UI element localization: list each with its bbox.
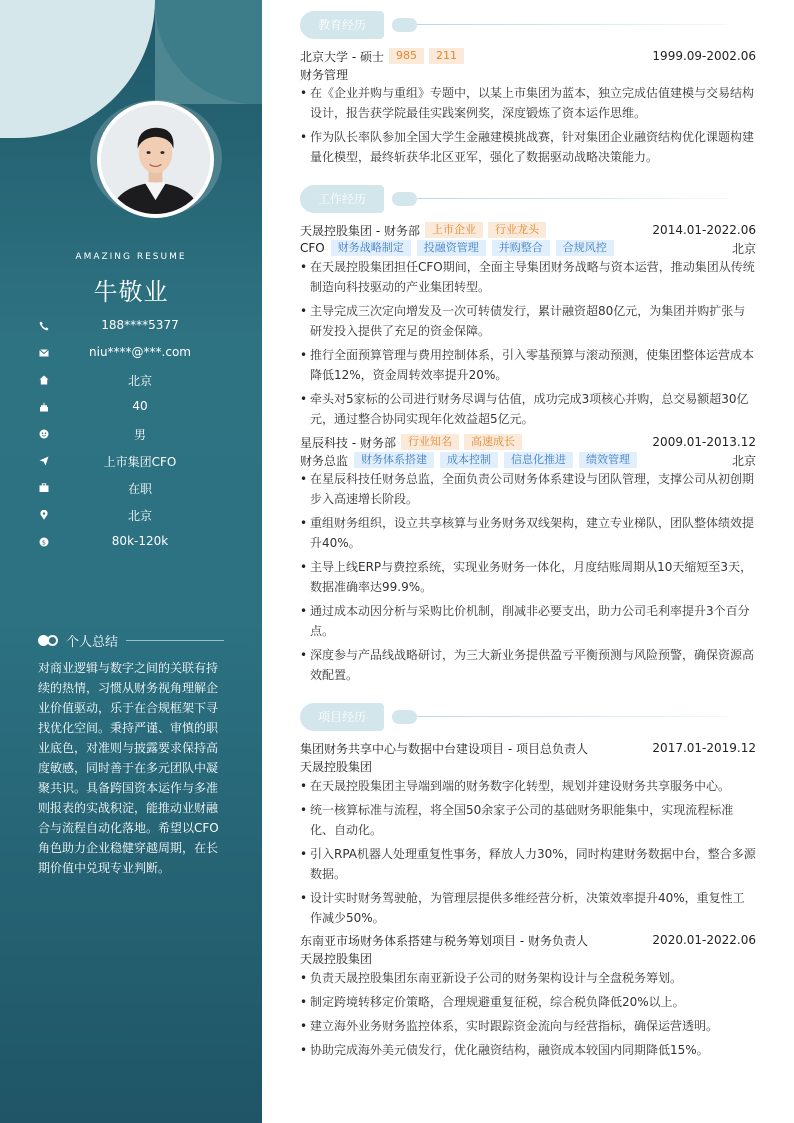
skill-tag: 财务战略制定 [331,240,411,256]
phone-value: 188****5377 [101,318,179,332]
list-item: • 主导上线ERP与费控系统，实现业务财务一体化，月度结账周期从10天缩短至3天，数据准确率达99.9%。 [300,557,756,597]
school-tag: 211 [429,48,464,64]
contact-info-list [0,316,262,559]
list-item: • 设计实时财务驾驶舱，为管理层提供多维经营分析，决策效率提升40%，重复性工作减少50%。 [300,888,756,928]
project-bullets [300,968,756,1064]
list-item: • 通过成本动因分析与采购比价机制，削减非必要支出，助力公司毛利率提升3个百分点。 [300,601,756,641]
divider [126,640,224,641]
company-name: 星辰科技 - 财务部 [300,435,396,450]
job-role: CFO [300,241,325,255]
info-salary [0,532,262,559]
info-position [0,451,262,478]
position-value: 上市集团CFO [103,455,177,469]
project-header-row [300,931,756,949]
sidebar [0,0,262,1123]
section-title: 项目经历 [300,703,384,731]
list-item: • 统一核算标准与流程，将全国50余家子公司的基础财务职能集中，实现流程标准化、自动化。 [300,800,756,840]
decorative-dot [392,710,417,724]
job-bullets [300,469,756,689]
list-item: • 牵头对5家标的公司进行财务尽调与估值，成功完成3项核心并购，总交易额超30亿元，通过整合协同实现年化效益超5亿元。 [300,389,756,429]
list-item: • 在天晟控股集团主导端到端的财务数字化转型，规划并建设财务共享服务中心。 [300,776,756,796]
section-title: 工作经历 [300,185,384,213]
status-value: 在职 [127,482,152,496]
info-home [0,370,262,397]
list-item: • 作为队长率队参加全国大学生金融建模挑战赛，针对集团企业融资结构优化课题构建量化模型，最终斩获华北区亚军，强化了数据驱动战略决策能力。 [300,127,756,167]
company-tag: 行业龙头 [488,222,546,238]
school-name: 北京大学 - 硕士 [300,49,384,64]
svg-text:$: $ [41,537,46,546]
skill-tag: 财务体系搭建 [354,452,434,468]
section-header-education [300,11,730,39]
project-header-row [300,739,756,757]
salary-value: 80k-120k [111,534,169,548]
company-tag: 上市企业 [425,222,483,238]
info-status [0,478,262,505]
info-age [0,397,262,424]
section-title: 教育经历 [300,11,384,39]
job-header-row [300,433,756,451]
job-period: 2009.01-2013.12 [652,435,756,449]
info-phone [0,316,262,343]
company-tag: 高速成长 [464,434,522,450]
skill-tag: 绩效管理 [579,452,637,468]
decorative-dot [392,18,417,32]
divider [417,24,727,25]
education-major: 财务管理 [300,68,349,82]
job-bullets [300,257,756,433]
education-bullets [300,83,756,171]
job-role: 财务总监 [300,453,349,468]
project-org: 天晟控股集团 [300,760,373,774]
summary-text: 对商业逻辑与数字之间的关联有持续的热情，习惯从财务视角理解企业价值驱动，乐于在合规框架下寻找优化空间。秉持严谨、审慎的职业底色，对准则与披露要求保持高度敏感，同时善于在多元团队中凝聚共识。具备跨国资本运作与多准则报表的实战积淀，能推动业财融合与流程自动化落地。希望以CFO角色助力企业稳健穿越周期，在长期价值中兑现专业判断。 [38,661,219,875]
job-header-row [300,221,756,239]
gender-value: 男 [133,428,146,442]
divider [417,716,727,717]
project-name: 集团财务共享中心与数据中台建设项目 - 项目总负责人 [300,741,588,756]
job-city: 北京 [731,453,756,468]
skill-tag: 合规风控 [556,240,614,256]
job-role-row [300,451,756,469]
job-role-row [300,239,756,257]
section-header-work [300,185,730,213]
job-city: 北京 [731,241,756,256]
info-location [0,505,262,532]
project-period: 2017.01-2019.12 [652,741,756,755]
section-header-projects [300,703,730,731]
project-org: 天晟控股集团 [300,952,373,966]
email-value: niu****@***.com [89,345,191,359]
divider [417,198,727,199]
summary-header [38,630,224,650]
company-name: 天晟控股集团 - 财务部 [300,223,420,238]
age-value: 40 [132,399,148,413]
list-item: • 引入RPA机器人处理重复性事务，释放人力30%，同时构建财务数据中台，整合多源数据。 [300,844,756,884]
list-item: • 深度参与产品线战略研讨，为三大新业务提供盈亏平衡预测与风险预警，确保资源高效配置。 [300,645,756,685]
education-period: 1999.09-2002.06 [652,49,756,63]
education-header-row [300,47,756,65]
project-name: 东南亚市场财务体系搭建与税务筹划项目 - 财务负责人 [300,933,588,948]
avatar [97,101,214,218]
skill-tag: 信息化推进 [504,452,573,468]
decorative-dot [392,192,417,206]
skill-tag: 并购整合 [492,240,550,256]
portrait-photo [101,105,210,214]
project-period: 2020.01-2022.06 [652,933,756,947]
list-item: • 负责天晟控股集团东南亚新设子公司的财务架构设计与全盘税务筹划。 [300,968,756,988]
info-gender [0,424,262,451]
list-item: • 重组财务组织，设立共享核算与业务财务双线架构，建立专业梯队，团队整体绩效提升40%。 [300,513,756,553]
list-item: • 协助完成海外美元债发行，优化融资结构，融资成本较国内同期降低15%。 [300,1040,756,1060]
list-item: • 主导完成三次定向增发及一次可转债发行，累计融资超80亿元，为集团并购扩张与研发投入提供了充足的资金保障。 [300,301,756,341]
list-item: • 在《企业并购与重组》专题中，以某上市集团为蓝本，独立完成估值建模与交易结构设计，报告获学院最佳实践案例奖，深度锻炼了资本运作思维。 [300,83,756,123]
school-tag: 985 [389,48,424,64]
job-period: 2014.01-2022.06 [652,223,756,237]
project-bullets [300,776,756,932]
resume-tagline: AMAZING RESUME [75,252,187,262]
skill-tag: 投融资管理 [417,240,486,256]
company-tag: 行业知名 [401,434,459,450]
summary-title: 个人总结 [66,634,119,650]
home-value: 北京 [127,374,152,388]
location-value: 北京 [127,509,152,523]
toggle-circles-icon [38,634,58,646]
skill-tag: 成本控制 [440,452,498,468]
list-item: • 推行全面预算管理与费用控制体系，引入零基预算与滚动预测，使集团整体运营成本降低12%，资金周转效率提升20%。 [300,345,756,385]
list-item: • 建立海外业务财务监控体系，实时跟踪资金流向与经营指标，确保运营透明。 [300,1016,756,1036]
list-item: • 在天晟控股集团担任CFO期间，全面主导集团财务战略与资本运营，推动集团从传统制造向科技驱动的产业集团转型。 [300,257,756,297]
list-item: • 在星辰科技任财务总监，全面负责公司财务体系建设与团队管理，支撑公司从初创期步入高速增长阶段。 [300,469,756,509]
info-email [0,343,262,370]
list-item: • 制定跨境转移定价策略，合理规避重复征税，综合税负降低20%以上。 [300,992,756,1012]
candidate-name: 牛敬业 [93,278,169,306]
